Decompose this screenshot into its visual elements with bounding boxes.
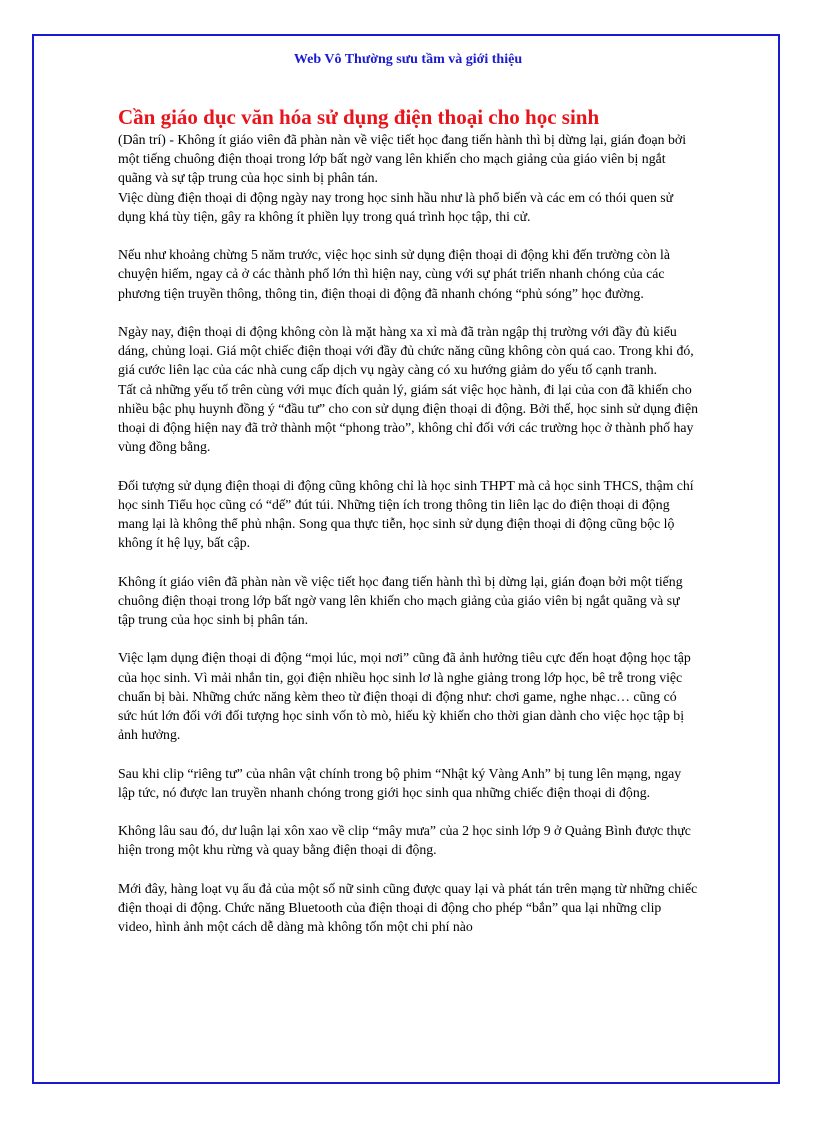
page-header: Web Vô Thường sưu tầm và giới thiệu <box>293 52 523 67</box>
paragraph-2: Việc dùng điện thoại di động ngày nay trong học sinh hầu như là phổ biến và các em có thói quen sử dụng khá tùy tiện, gây ra không ít phiền lụy trong quá trình học tập, thi cử. <box>118 189 674 224</box>
paragraph-8: Việc lạm dụng điện thoại di động “mọi lúc, mọi nơi” cũng đã ảnh hưởng tiêu cực đến hoạt động học tập của học sinh. Vì mải nhắn tin, gọi điện nhiều học sinh lơ là nghe giảng trong lớp học, bê trễ trong việc chuẩn bị bài. Những chức năng kèm theo từ điện thoại di động như: chơi game, nghe nhạc… cũng có sức hút lớn đối với đối tượng học sinh vốn tò mò, hiếu kỳ khiến cho thời gian dành cho việc học tập bị ảnh hưởng. <box>118 650 691 743</box>
paragraph-10: Không lâu sau đó, dư luận lại xôn xao về clip “mây mưa” của 2 học sinh lớp 9 ở Quảng Bình được thực hiện trong một khu rừng và quay bằng điện thoại di động. <box>118 823 691 858</box>
paragraph-7: Không ít giáo viên đã phàn nàn về việc tiết học đang tiến hành thì bị dừng lại, gián đoạn bởi một tiếng chuông điện thoại trong lớp bất ngờ vang lên khiến cho mạch giảng của giáo viên bị ngắt quãng và sự tập trung của học sinh bị phân tán. <box>118 573 683 628</box>
article <box>118 104 698 936</box>
paragraph-6: Đối tượng sử dụng điện thoại di động cũng không chỉ là học sinh THPT mà cả học sinh THCS, thậm chí học sinh Tiểu học cũng có “dế” đút túi. Những tiện ích trong thông tin liên lạc do điện thoại di động mang lại là không thể phủ nhận. Song qua thực tiễn, học sinh sử dụng điện thoại di động cũng bộc lộ không ít hệ lụy, bất cập. <box>118 477 694 551</box>
paragraph-4: Ngày nay, điện thoại di động không còn là mặt hàng xa xỉ mà đã tràn ngập thị trường với đầy đủ kiểu dáng, chủng loại. Giá một chiếc điện thoại với đầy đủ chức năng cũng không còn quá cao. Trong khi đó, giá cước liên lạc của các nhà cung cấp dịch vụ ngày càng có xu hướng giảm do yếu tố cạnh tranh. <box>118 324 694 378</box>
paragraph-3: Nếu như khoảng chừng 5 năm trước, việc học sinh sử dụng điện thoại di động khi đến trường còn là chuyện hiếm, ngay cả ở các thành phố lớn thì hiện nay, cùng với sự phát triển nhanh chóng của các phương tiện truyền thông, thông tin, điện thoại di động đã nhanh chóng “phủ sóng” học đường. <box>118 247 671 301</box>
paragraph-5: Tất cả những yếu tố trên cùng với mục đích quản lý, giám sát việc học hành, đi lại của con đã khiến cho nhiều bậc phụ huynh đồng ý “đầu tư” cho con sử dụng điện thoại di động. Bởi thế, học sinh sử dụng điện thoại di động hiện nay đã trở thành một “phong trào”, không chỉ đối với các trường học ở thành phố hay vùng đồng bằng. <box>118 381 698 455</box>
paragraph-1: (Dân trí) - Không ít giáo viên đã phàn nàn về việc tiết học đang tiến hành thì bị dừng lại, gián đoạn bởi một tiếng chuông điện thoại trong lớp bất ngờ vang lên khiến cho mạch giảng của giáo viên bị ngắt quãng và sự tập trung của học sinh bị phân tán. <box>118 132 687 186</box>
article-title: Cần giáo dục văn hóa sử dụng điện thoại cho học sinh <box>118 105 600 129</box>
paragraph-11: Mới đây, hàng loạt vụ ẩu đả của một số nữ sinh cũng được quay lại và phát tán trên mạng từ những chiếc điện thoại di động. Chức năng Bluetooth của điện thoại di động cho phép “bắn” qua lại những clip video, hình ảnh một cách dễ dàng mà không tốn một chi phí nào <box>118 880 698 935</box>
paragraph-9: Sau khi clip “riêng tư” của nhân vật chính trong bộ phim “Nhật ký Vàng Anh” bị tung lên mạng, ngay lập tức, nó được lan truyền nhanh chóng trong giới học sinh qua những chiếc điện thoại di động. <box>118 765 682 800</box>
